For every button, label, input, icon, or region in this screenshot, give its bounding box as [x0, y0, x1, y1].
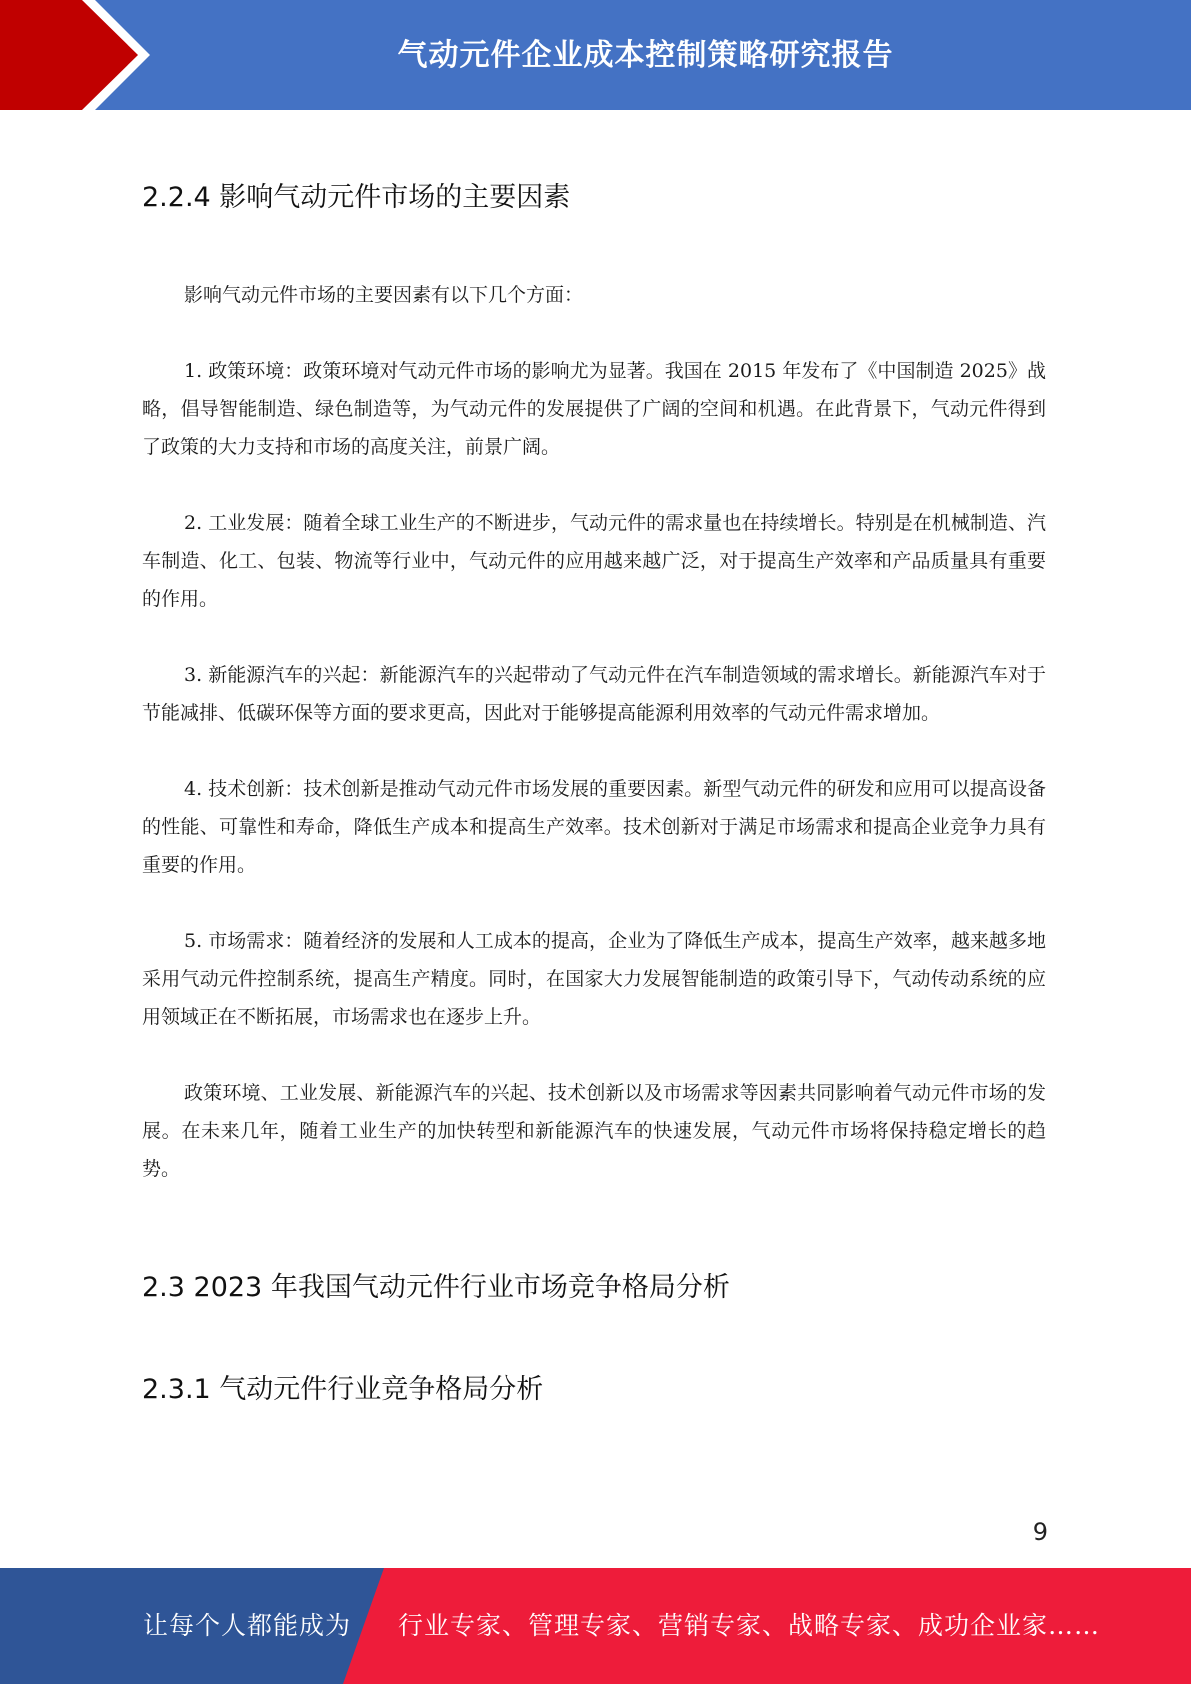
page-header — [0, 0, 1191, 110]
page-number: 9 — [1032, 1518, 1048, 1546]
section-heading-2-2-4: 2.2.4 影响气动元件市场的主要因素 — [142, 182, 571, 213]
report-title: 气动元件企业成本控制策略研究报告 — [397, 38, 894, 73]
factor-paragraph-4: 4. 技术创新：技术创新是推动气动元件市场发展的重要因素。新型气动元件的研发和应用可以提高设备的性能、可靠性和寿命，降低生产成本和提高生产效率。技术创新对于满足市场需求和提高企业竞争力具有重要的作用。 — [142, 778, 1046, 876]
section-heading-2-3-1: 2.3.1 气动元件行业竞争格局分析 — [142, 1374, 544, 1405]
page-footer — [0, 1568, 1191, 1684]
summary-paragraph: 政策环境、工业发展、新能源汽车的兴起、技术创新以及市场需求等因素共同影响着气动元件市场的发展。在未来几年，随着工业生产的加快转型和新能源汽车的快速发展，气动元件市场将保持稳定增长的趋势。 — [142, 1082, 1046, 1180]
factor-paragraph-5: 5. 市场需求：随着经济的发展和人工成本的提高，企业为了降低生产成本，提高生产效率，越来越多地采用气动元件控制系统，提高生产精度。同时，在国家大力发展智能制造的政策引导下，气动传动系统的应用领域正在不断拓展，市场需求也在逐步上升。 — [142, 930, 1046, 1028]
intro-paragraph: 影响气动元件市场的主要因素有以下几个方面： — [184, 284, 584, 306]
factor-paragraph-1: 1. 政策环境：政策环境对气动元件市场的影响尤为显著。我国在 2015 年发布了《中国制造 2025》战略，倡导智能制造、绿色制造等，为气动元件的发展提供了广阔的空间和机遇。在此背景下，气动元件得到了政策的大力支持和市场的高度关注，前景广阔。 — [142, 360, 1046, 458]
factor-paragraph-2: 2. 工业发展：随着全球工业生产的不断进步，气动元件的需求量也在持续增长。特别是在机械制造、汽车制造、化工、包装、物流等行业中，气动元件的应用越来越广泛，对于提高生产效率和产品质量具有重要的作用。 — [142, 512, 1046, 610]
footer-slogan-right: 行业专家、管理专家、营销专家、战略专家、成功企业家…… — [398, 1611, 1101, 1640]
footer-slogan-left: 让每个人都能成为 — [143, 1611, 352, 1640]
page-content — [142, 178, 1046, 1410]
factor-paragraph-3: 3. 新能源汽车的兴起：新能源汽车的兴起带动了气动元件在汽车制造领域的需求增长。新能源汽车对于节能减排、低碳环保等方面的要求更高，因此对于能够提高能源利用效率的气动元件需求增加。 — [142, 664, 1046, 724]
section-heading-2-3: 2.3 2023 年我国气动元件行业市场竞争格局分析 — [142, 1272, 730, 1303]
